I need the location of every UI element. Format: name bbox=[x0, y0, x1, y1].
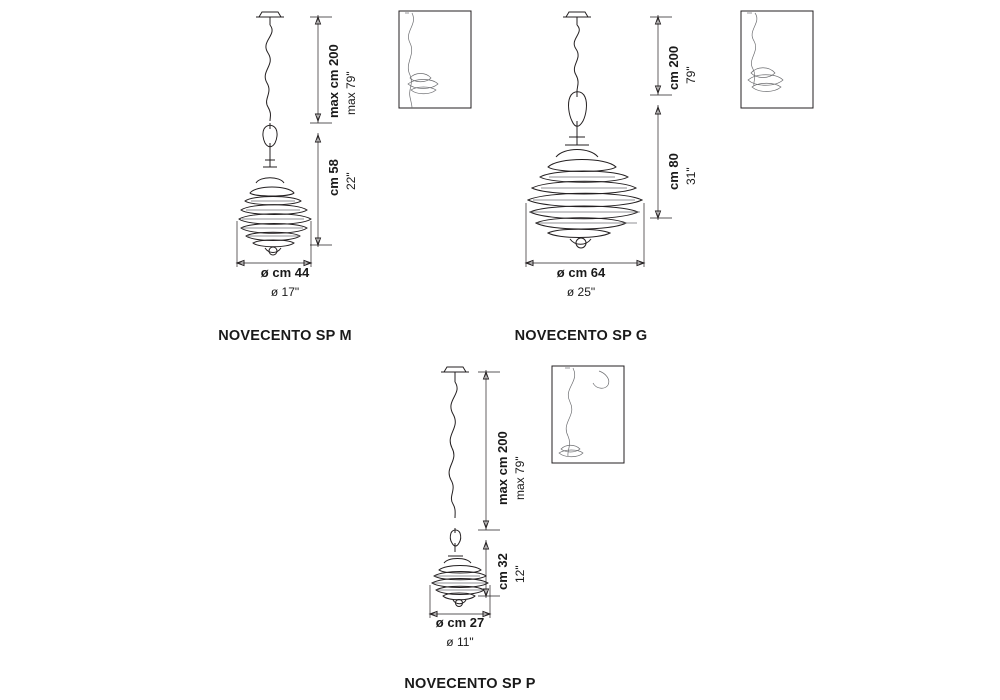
dimension-lines-sp-g bbox=[650, 5, 680, 255]
dimension-drop-sp-p bbox=[494, 431, 512, 505]
diameter-inch-sp-g: ø 25" bbox=[566, 285, 596, 299]
dimension-height-in-sp-p bbox=[511, 565, 529, 583]
model-label-sp-m: NOVECENTO SP M bbox=[218, 328, 352, 344]
dimension-height-cm-sp-g: cm 80 bbox=[666, 153, 681, 190]
drawing-sp-g bbox=[508, 5, 658, 260]
diameter-cm-sp-p: ø cm 27 bbox=[435, 615, 485, 630]
dimension-height-cm-sp-p: cm 32 bbox=[495, 553, 510, 590]
lamp-drawing-sp-g bbox=[508, 5, 658, 260]
dimension-height-sp-m bbox=[325, 159, 343, 196]
dimension-height-in-sp-g bbox=[682, 167, 700, 185]
dimension-height-cm-sp-m: cm 58 bbox=[326, 159, 341, 196]
diameter-cm-sp-m: ø cm 44 bbox=[260, 265, 310, 280]
model-label-sp-g: NOVECENTO SP G bbox=[514, 328, 648, 344]
room-elevation-sp-g bbox=[740, 10, 820, 110]
dimension-stack-sp-g bbox=[650, 5, 680, 255]
room-elevation-sp-m bbox=[398, 10, 478, 110]
dimension-drop-cm-sp-g: cm 200 bbox=[666, 45, 681, 90]
dimension-height-inch-sp-g: 31" bbox=[684, 167, 698, 185]
dimension-lines-sp-m bbox=[310, 5, 340, 255]
diameter-inch-sp-m: ø 17" bbox=[270, 285, 300, 299]
dimension-drop-in-sp-m bbox=[342, 71, 360, 115]
diameter-cm-sp-g: ø cm 64 bbox=[556, 265, 606, 280]
room-elevation-icon-sp-m bbox=[398, 10, 478, 110]
dimension-stack-sp-m bbox=[310, 5, 340, 255]
dimension-drop-cm-sp-p: max cm 200 bbox=[495, 431, 510, 505]
dimension-drop-in-sp-p bbox=[511, 456, 529, 500]
model-label-sp-p: NOVECENTO SP P bbox=[404, 676, 536, 692]
dimension-drop-inch-sp-g: 79" bbox=[684, 66, 698, 84]
dimension-height-in-sp-m bbox=[342, 172, 360, 190]
dimension-drop-in-sp-g bbox=[682, 66, 700, 84]
dimension-height-sp-p bbox=[494, 553, 512, 590]
dimension-drop-sp-m bbox=[325, 44, 343, 118]
dimension-drop-sp-g bbox=[665, 46, 683, 90]
dimension-drop-cm-sp-m: max cm 200 bbox=[326, 44, 341, 118]
dimension-height-inch-sp-p: 12" bbox=[513, 565, 527, 583]
room-elevation-icon-sp-g bbox=[740, 10, 820, 110]
dimension-drop-inch-sp-p: max 79" bbox=[513, 456, 527, 500]
dimension-drop-inch-sp-m: max 79" bbox=[344, 71, 358, 115]
dimension-height-sp-g bbox=[665, 153, 683, 190]
diameter-inch-sp-p: ø 11" bbox=[446, 635, 474, 649]
room-elevation-icon-sp-p bbox=[551, 365, 631, 465]
dimension-height-inch-sp-m: 22" bbox=[344, 172, 358, 190]
room-elevation-sp-p bbox=[551, 365, 631, 465]
